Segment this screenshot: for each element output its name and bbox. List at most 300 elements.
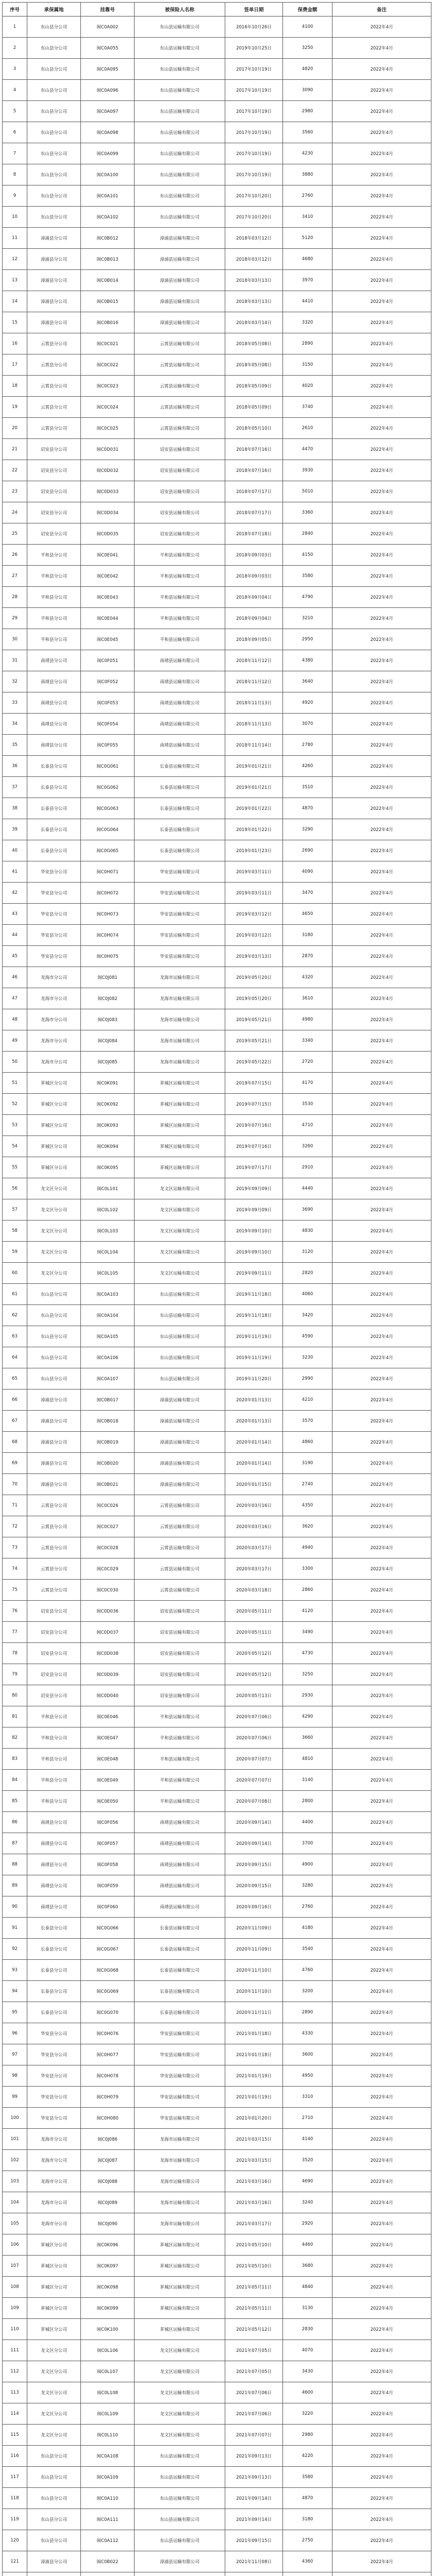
cell-date: 2018年05月08日 <box>225 333 283 354</box>
cell-insured: 东山县运输有限公司 <box>135 1347 225 1368</box>
table-row <box>3 481 431 502</box>
cell-date: 2020年09月15日 <box>225 1875 283 1896</box>
cell-branch: 诏安县分公司 <box>27 460 81 481</box>
cell-branch: 龙海市分公司 <box>27 2213 81 2234</box>
cell-remark: 2022年4月 <box>332 397 431 418</box>
cell-remark: 2022年4月 <box>332 608 431 629</box>
cell-insured: 东山县运输有限公司 <box>135 143 225 164</box>
cell-premium: 2910 <box>283 1157 332 1178</box>
cell-premium: 3260 <box>283 1136 332 1157</box>
cell-premium: 3320 <box>283 312 332 333</box>
cell-premium: 3530 <box>283 1094 332 1115</box>
cell-premium: 4150 <box>283 545 332 566</box>
cell-premium: 2720 <box>283 1052 332 1073</box>
cell-date: 2017年10月19日 <box>225 143 283 164</box>
cell-remark: 2022年4月 <box>332 164 431 185</box>
cell-index: 78 <box>3 1643 27 1664</box>
cell-remark: 2022年4月 <box>332 1178 431 1199</box>
cell-insured: 龙文区运输有限公司 <box>135 1221 225 1242</box>
cell-date: 2020年01月14日 <box>225 1432 283 1453</box>
cell-index: 46 <box>3 967 27 988</box>
cell-index: 61 <box>3 1284 27 1305</box>
cell-index: 34 <box>3 714 27 735</box>
cell-branch: 东山县分公司 <box>27 2467 81 2488</box>
cell-plate: 闽C0C026 <box>81 1495 135 1516</box>
cell-branch: 漳浦县分公司 <box>27 312 81 333</box>
cell-branch: 龙文区分公司 <box>27 1178 81 1199</box>
cell-insured: 长泰县运输有限公司 <box>135 840 225 861</box>
cell-insured: 龙海市运输有限公司 <box>135 2171 225 2192</box>
cell-insured: 东山县运输有限公司 <box>135 2509 225 2530</box>
cell-insured: 诏安县运输有限公司 <box>135 523 225 545</box>
cell-branch: 东山县分公司 <box>27 38 81 59</box>
cell-plate: 闽C0C029 <box>81 1558 135 1580</box>
cell-insured: 云霄县运输有限公司 <box>135 1537 225 1558</box>
cell-date: 2018年11月12日 <box>225 671 283 692</box>
cell-date: 2018年05月10日 <box>225 418 283 439</box>
cell-plate: 闽C0B017 <box>81 1389 135 1411</box>
cell-date: 2021年01月19日 <box>225 2065 283 2087</box>
cell-insured: 龙海市运输有限公司 <box>135 967 225 988</box>
cell-premium: 4210 <box>283 1389 332 1411</box>
cell-branch: 东山县分公司 <box>27 2488 81 2509</box>
cell-premium: 2780 <box>283 735 332 756</box>
cell-index: 113 <box>3 2382 27 2403</box>
cell-index: 8 <box>3 164 27 185</box>
cell-branch: 平和县分公司 <box>27 1749 81 1770</box>
cell-branch: 诏安县分公司 <box>27 523 81 545</box>
cell-remark: 2022年4月 <box>332 1495 431 1516</box>
cell-branch: 龙文区分公司 <box>27 1221 81 1242</box>
cell-insured: 芗城区运输有限公司 <box>135 2234 225 2256</box>
cell-remark: 2022年4月 <box>332 249 431 270</box>
cell-branch: 长泰县分公司 <box>27 819 81 840</box>
cell-plate <box>81 2572 135 2576</box>
cell-premium: 4760 <box>283 1960 332 1981</box>
cell-plate: 闽C0E044 <box>81 608 135 629</box>
cell-insured: 云霄县运输有限公司 <box>135 376 225 397</box>
cell-branch: 龙文区分公司 <box>27 2425 81 2446</box>
cell-index: 2 <box>3 38 27 59</box>
cell-insured: 龙海市运输有限公司 <box>135 1030 225 1052</box>
cell-remark: 2022年4月 <box>332 38 431 59</box>
cell-date: 2020年07月07日 <box>225 1749 283 1770</box>
cell-insured: 东山县运输有限公司 <box>135 38 225 59</box>
cell-date: 2021年05月10日 <box>225 2234 283 2256</box>
cell-date: 2021年03月15日 <box>225 2129 283 2150</box>
cell-remark: 2022年4月 <box>332 1833 431 1854</box>
cell-remark: 2022年4月 <box>332 798 431 819</box>
cell-insured: 南靖县运输有限公司 <box>135 1875 225 1896</box>
cell-plate: 闽C0D034 <box>81 502 135 523</box>
table-row <box>3 376 431 397</box>
table-row <box>3 16 431 38</box>
cell-premium: 2760 <box>283 185 332 207</box>
cell-branch: 芗城区分公司 <box>27 1073 81 1094</box>
cell-index: 89 <box>3 1875 27 1896</box>
cell-remark: 2022年4月 <box>332 312 431 333</box>
cell-date: 2017年10月19日 <box>225 80 283 101</box>
cell-branch: 芗城区分公司 <box>27 1115 81 1136</box>
cell-remark: 2022年4月 <box>332 481 431 502</box>
table-row <box>3 1812 431 1833</box>
cell-branch: 芗城区分公司 <box>27 2319 81 2340</box>
cell-premium: 2830 <box>283 2319 332 2340</box>
cell-remark: 2022年4月 <box>332 1812 431 1833</box>
cell-premium: 4870 <box>283 798 332 819</box>
cell-date: 2021年03月15日 <box>225 2150 283 2171</box>
cell-date: 2021年07月06日 <box>225 2382 283 2403</box>
cell-branch: 龙文区分公司 <box>27 1199 81 1221</box>
cell-premium: 2610 <box>283 418 332 439</box>
cell-insured: 芗城区运输有限公司 <box>135 2319 225 2340</box>
cell-plate: 闽C0B021 <box>81 1474 135 1495</box>
cell-insured: 诏安县运输有限公司 <box>135 1622 225 1643</box>
header-premium: 保费金额 <box>283 3 332 16</box>
table-row <box>3 904 431 925</box>
cell-date: 2018年05月09日 <box>225 397 283 418</box>
cell-date: 2020年07月07日 <box>225 1770 283 1791</box>
cell-premium: 2760 <box>283 1896 332 1918</box>
table-row <box>3 1833 431 1854</box>
cell-remark: 2022年4月 <box>332 2108 431 2129</box>
cell-premium: 4170 <box>283 1073 332 1094</box>
cell-index: 55 <box>3 1157 27 1178</box>
cell-date: 2020年03月16日 <box>225 1516 283 1537</box>
cell-index: 119 <box>3 2509 27 2530</box>
cell-index: 31 <box>3 650 27 671</box>
cell-premium: 2890 <box>283 333 332 354</box>
table-row <box>3 397 431 418</box>
cell-branch: 平和县分公司 <box>27 1770 81 1791</box>
cell-insured: 云霄县运输有限公司 <box>135 1558 225 1580</box>
cell-insured: 南靖县运输有限公司 <box>135 650 225 671</box>
cell-remark: 2022年4月 <box>332 1558 431 1580</box>
cell-premium: 3070 <box>283 714 332 735</box>
cell-insured: 诏安县运输有限公司 <box>135 502 225 523</box>
cell-index: 56 <box>3 1178 27 1199</box>
cell-remark: 2022年4月 <box>332 904 431 925</box>
cell-date: 2019年07月16日 <box>225 1115 283 1136</box>
cell-remark: 2022年4月 <box>332 2192 431 2213</box>
cell-branch: 南靖县分公司 <box>27 1854 81 1875</box>
cell-date: 2021年09月14日 <box>225 2509 283 2530</box>
table-row <box>3 1664 431 1685</box>
cell-premium: 2990 <box>283 1368 332 1389</box>
cell-premium <box>283 2572 332 2576</box>
cell-branch: 龙文区分公司 <box>27 2403 81 2425</box>
table-row <box>3 777 431 798</box>
cell-remark: 2022年4月 <box>332 1411 431 1432</box>
cell-index: 82 <box>3 1727 27 1749</box>
cell-insured: 华安县运输有限公司 <box>135 883 225 904</box>
cell-insured: 东山县运输有限公司 <box>135 1305 225 1326</box>
cell-date: 2021年07月07日 <box>225 2425 283 2446</box>
cell-branch: 华安县分公司 <box>27 925 81 946</box>
cell-premium: 3210 <box>283 608 332 629</box>
cell-premium: 3560 <box>283 122 332 143</box>
cell-plate: 闽C0A111 <box>81 2509 135 2530</box>
cell-insured: 云霄县运输有限公司 <box>135 1580 225 1601</box>
cell-branch: 诏安县分公司 <box>27 1685 81 1706</box>
table-row <box>3 2509 431 2530</box>
cell-insured: 龙海市运输有限公司 <box>135 988 225 1009</box>
cell-insured: 华安县运输有限公司 <box>135 925 225 946</box>
cell-insured: 东山县运输有限公司 <box>135 1326 225 1347</box>
cell-insured: 诏安县运输有限公司 <box>135 439 225 460</box>
cell-index: 77 <box>3 1622 27 1643</box>
cell-remark: 2022年4月 <box>332 523 431 545</box>
table-row <box>3 2213 431 2234</box>
cell-premium: 4820 <box>283 59 332 80</box>
cell-plate: 闽C0A110 <box>81 2488 135 2509</box>
cell-date: 2019年05月20日 <box>225 988 283 1009</box>
cell-plate: 闽C0C024 <box>81 397 135 418</box>
cell-plate: 闽C0J088 <box>81 2171 135 2192</box>
cell-plate: 闽C0K091 <box>81 1073 135 1094</box>
table-row <box>3 2234 431 2256</box>
cell-index: 53 <box>3 1115 27 1136</box>
cell-date: 2021年09月15日 <box>225 2530 283 2551</box>
cell-insured: 龙文区运输有限公司 <box>135 1263 225 1284</box>
table-row <box>3 249 431 270</box>
cell-insured: 云霄县运输有限公司 <box>135 354 225 376</box>
data-table <box>2 2 431 2576</box>
table-row <box>3 418 431 439</box>
cell-date: 2019年05月21日 <box>225 1030 283 1052</box>
cell-plate: 闽C0F051 <box>81 650 135 671</box>
cell-insured: 龙海市运输有限公司 <box>135 2129 225 2150</box>
cell-branch: 东山县分公司 <box>27 164 81 185</box>
table-row <box>3 2108 431 2129</box>
cell-plate: 闽C0H073 <box>81 904 135 925</box>
cell-branch: 漳浦县分公司 <box>27 1389 81 1411</box>
cell-plate: 闽C0H078 <box>81 2065 135 2087</box>
cell-date: 2020年05月11日 <box>225 1601 283 1622</box>
cell-remark: 2022年4月 <box>332 1516 431 1537</box>
cell-branch: 芗城区分公司 <box>27 1136 81 1157</box>
cell-insured: 东山县运输有限公司 <box>135 207 225 228</box>
cell-premium: 4810 <box>283 1749 332 1770</box>
cell-date: 2021年03月16日 <box>225 2171 283 2192</box>
cell-plate: 闽C0L110 <box>81 2425 135 2446</box>
cell-insured: 龙文区运输有限公司 <box>135 2403 225 2425</box>
table-row <box>3 1178 431 1199</box>
table-row <box>3 1009 431 1030</box>
cell-branch: 芗城区分公司 <box>27 2256 81 2277</box>
cell-branch: 漳浦县分公司 <box>27 249 81 270</box>
table-row <box>3 650 431 671</box>
table-row <box>3 629 431 650</box>
cell-remark: 2022年4月 <box>332 418 431 439</box>
table-row <box>3 101 431 122</box>
cell-index: 59 <box>3 1242 27 1263</box>
cell-branch: 芗城区分公司 <box>27 2234 81 2256</box>
cell-index: 95 <box>3 2002 27 2023</box>
cell-index: 5 <box>3 101 27 122</box>
cell-date: 2018年11月13日 <box>225 692 283 714</box>
table-row <box>3 861 431 883</box>
cell-remark: 2022年4月 <box>332 2044 431 2065</box>
cell-premium: 3600 <box>283 2044 332 2065</box>
cell-plate: 闽C0L105 <box>81 1263 135 1284</box>
cell-plate: 闽C0L106 <box>81 2340 135 2361</box>
cell-branch: 龙海市分公司 <box>27 2150 81 2171</box>
cell-index: 116 <box>3 2446 27 2467</box>
cell-index: 33 <box>3 692 27 714</box>
cell-index: 86 <box>3 1812 27 1833</box>
cell-branch: 平和县分公司 <box>27 608 81 629</box>
cell-remark: 2022年4月 <box>332 566 431 587</box>
table-row <box>3 207 431 228</box>
cell-remark: 2022年4月 <box>332 2319 431 2340</box>
cell-premium: 4070 <box>283 2340 332 2361</box>
cell-remark: 2022年4月 <box>332 1770 431 1791</box>
cell-date: 2019年03月12日 <box>225 904 283 925</box>
cell-premium: 3240 <box>283 2192 332 2213</box>
cell-insured: 漳浦县运输有限公司 <box>135 1411 225 1432</box>
cell-index: 13 <box>3 270 27 291</box>
cell-index: 85 <box>3 1791 27 1812</box>
cell-plate: 闽C0K094 <box>81 1136 135 1157</box>
cell-branch: 长泰县分公司 <box>27 1981 81 2002</box>
cell-remark: 2022年4月 <box>332 1073 431 1094</box>
cell-index: 44 <box>3 925 27 946</box>
cell-index: 3 <box>3 59 27 80</box>
cell-plate: 闽C0A112 <box>81 2530 135 2551</box>
table-row <box>3 1601 431 1622</box>
cell-branch: 云霄县分公司 <box>27 333 81 354</box>
cell-premium: 4470 <box>283 439 332 460</box>
cell-index: 99 <box>3 2087 27 2108</box>
header-remark: 备注 <box>332 3 431 16</box>
cell-index: 36 <box>3 756 27 777</box>
cell-branch: 云霄县分公司 <box>27 354 81 376</box>
cell-plate: 闽C0E046 <box>81 1706 135 1727</box>
cell-remark: 2022年4月 <box>332 2530 431 2551</box>
cell-branch: 龙海市分公司 <box>27 967 81 988</box>
cell-date: 2018年03月13日 <box>225 270 283 291</box>
cell-premium: 3420 <box>283 1305 332 1326</box>
table-row <box>3 1284 431 1305</box>
cell-index: 6 <box>3 122 27 143</box>
cell-branch: 南靖县分公司 <box>27 1896 81 1918</box>
cell-date: 2019年11月19日 <box>225 1347 283 1368</box>
cell-branch: 云霄县分公司 <box>27 418 81 439</box>
table-row <box>3 1432 431 1453</box>
cell-remark: 2022年4月 <box>332 1305 431 1326</box>
cell-remark: 2022年4月 <box>332 1009 431 1030</box>
cell-plate: 闽C0B019 <box>81 1432 135 1453</box>
cell-index: 9 <box>3 185 27 207</box>
cell-branch: 芗城区分公司 <box>27 2298 81 2319</box>
cell-index: 54 <box>3 1136 27 1157</box>
table-row <box>3 1326 431 1347</box>
cell-plate: 闽C0K098 <box>81 2277 135 2298</box>
cell-date: 2021年09月13日 <box>225 2467 283 2488</box>
cell-premium: 2710 <box>283 2108 332 2129</box>
cell-date: 2020年03月16日 <box>225 1495 283 1516</box>
cell-date: 2019年09月09日 <box>225 1178 283 1199</box>
cell-remark: 2022年4月 <box>332 1221 431 1242</box>
table-row <box>3 2023 431 2044</box>
cell-branch <box>27 2572 81 2576</box>
cell-index: 41 <box>3 861 27 883</box>
cell-remark: 2022年4月 <box>332 925 431 946</box>
cell-premium: 3660 <box>283 1727 332 1749</box>
table-row <box>3 2256 431 2277</box>
cell-date: 2020年05月11日 <box>225 1622 283 1643</box>
cell-remark: 2022年4月 <box>332 967 431 988</box>
cell-premium: 4900 <box>283 1854 332 1875</box>
cell-remark: 2022年4月 <box>332 692 431 714</box>
cell-remark: 2022年4月 <box>332 143 431 164</box>
cell-plate: 闽C0L102 <box>81 1199 135 1221</box>
cell-remark: 2022年4月 <box>332 1706 431 1727</box>
cell-date: 2021年07月06日 <box>225 2403 283 2425</box>
cell-insured: 龙文区运输有限公司 <box>135 2340 225 2361</box>
cell-index: 97 <box>3 2044 27 2065</box>
cell-insured: 南靖县运输有限公司 <box>135 1812 225 1833</box>
cell-remark: 2022年4月 <box>332 502 431 523</box>
cell-premium: 3250 <box>283 38 332 59</box>
cell-insured: 漳浦县运输有限公司 <box>135 1453 225 1474</box>
table-row <box>3 2403 431 2425</box>
table-row <box>3 354 431 376</box>
table-row <box>3 2382 431 2403</box>
cell-date: 2018年11月13日 <box>225 714 283 735</box>
table-row <box>3 1347 431 1368</box>
cell-plate: 闽C0C027 <box>81 1516 135 1537</box>
cell-index: 15 <box>3 312 27 333</box>
cell-date: 2021年09月14日 <box>225 2488 283 2509</box>
cell-premium: 4090 <box>283 861 332 883</box>
cell-insured: 龙海市运输有限公司 <box>135 2213 225 2234</box>
cell-branch: 长泰县分公司 <box>27 1918 81 1939</box>
table-row <box>3 1622 431 1643</box>
cell-index: 16 <box>3 333 27 354</box>
table-row <box>3 1896 431 1918</box>
cell-index: 35 <box>3 735 27 756</box>
table-row <box>3 1052 431 1073</box>
cell-index: 58 <box>3 1221 27 1242</box>
cell-premium: 3190 <box>283 1453 332 1474</box>
table-row <box>3 608 431 629</box>
table-header-row <box>3 3 431 16</box>
cell-premium: 4600 <box>283 2382 332 2403</box>
cell-remark: 2022年4月 <box>332 2488 431 2509</box>
cell-index: 14 <box>3 291 27 312</box>
cell-branch: 东山县分公司 <box>27 1284 81 1305</box>
cell-premium: 3430 <box>283 2361 332 2382</box>
cell-remark: 2022年4月 <box>332 946 431 967</box>
cell-plate: 闽C0A105 <box>81 1326 135 1347</box>
cell-insured: 长泰县运输有限公司 <box>135 777 225 798</box>
cell-index: 52 <box>3 1094 27 1115</box>
cell-premium: 2870 <box>283 946 332 967</box>
cell-date: 2019年09月11日 <box>225 1263 283 1284</box>
cell-index: 84 <box>3 1770 27 1791</box>
table-row <box>3 1643 431 1664</box>
cell-date: 2019年05月21日 <box>225 1009 283 1030</box>
cell-insured: 东山县运输有限公司 <box>135 2488 225 2509</box>
cell-index: 48 <box>3 1009 27 1030</box>
cell-branch: 东山县分公司 <box>27 2530 81 2551</box>
cell-plate: 闽C0D031 <box>81 439 135 460</box>
cell-premium: 2750 <box>283 2530 332 2551</box>
cell-index: 94 <box>3 1981 27 2002</box>
cell-premium: 4380 <box>283 650 332 671</box>
